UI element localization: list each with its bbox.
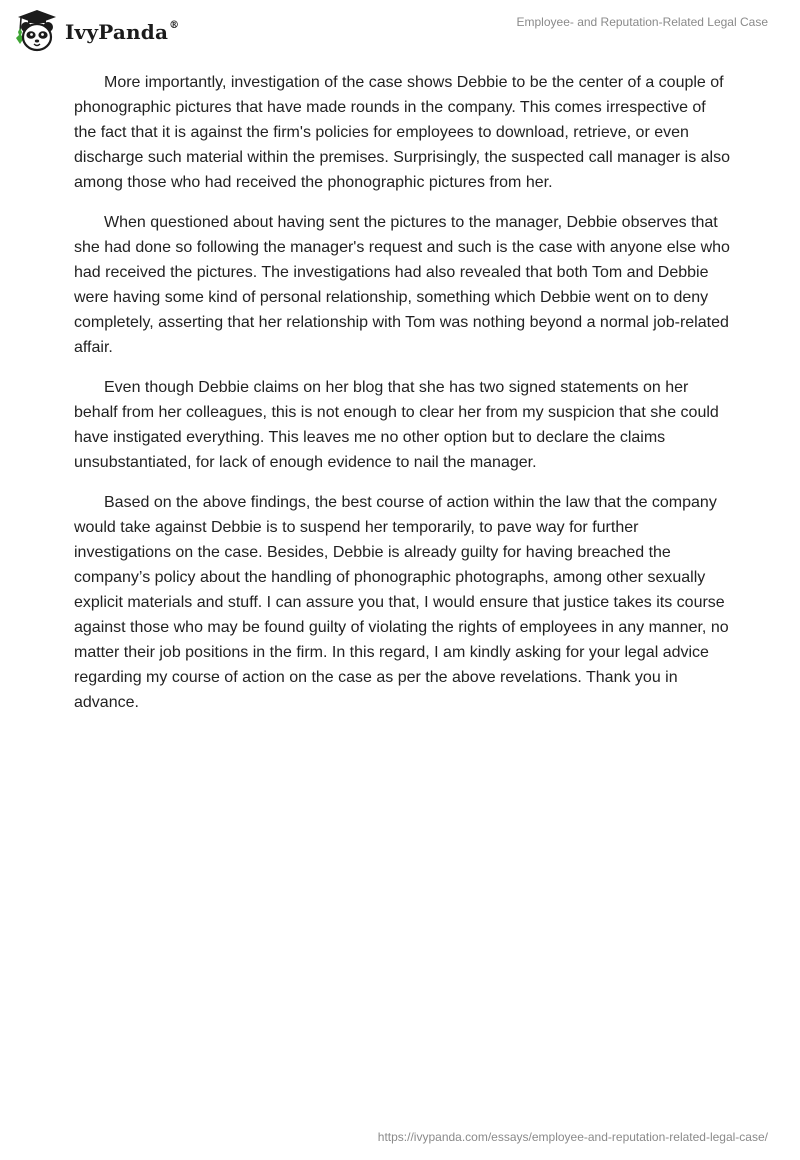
registered-mark: ® (169, 20, 180, 32)
paragraph: Even though Debbie claims on her blog that she has two signed statements on her behalf from her colleagues, this is not enough to clear her from my suspicion that she could have instigated everything. This leaves me no other option but to declare the claims unsubstantiated, for lack of enough evidence to nail the manager. (74, 379, 719, 471)
source-url[interactable]: https://ivypanda.com/essays/employee-and-reputation-related-legal-case/ (377, 1130, 768, 1144)
document-title: Employee- and Reputation-Related Legal Case (516, 15, 768, 29)
page-header (0, 0, 800, 60)
paragraph: Based on the above findings, the best course of action within the law that the company would take against Debbie is to suspend her temporarily, to pave way for further investigations on the case. Besides, Debbie is already guilty for having breached the company’s policy about the handling of phonographic photographs, among other sexually explicit materials and stuff. I can assure you that, I would ensure that justice takes its course against those who may be found guilty of violating the rights of employees in any manner, no matter their job positions in the firm. In this regard, I am kindly asking for your legal advice regarding my course of action on the case as per the above revelations. Thank you in advance. (74, 494, 729, 711)
panda-graduate-icon (14, 8, 60, 54)
logo-wordmark (65, 20, 179, 44)
paragraph: When questioned about having sent the pictures to the manager, Debbie observes that she had done so following the manager's request and such is the case with anyone else who had received the pictures. The investigations had also revealed that both Tom and Debbie were having some kind of personal relationship, something which Debbie went on to deny completely, asserting that her relationship with Tom was nothing beyond a normal job-related affair. (74, 214, 730, 356)
paragraph: More importantly, investigation of the case shows Debbie to be the center of a couple of phonographic pictures that have made rounds in the company. This comes irrespective of the fact that it is against the firm's policies for employees to download, retrieve, or even discharge such material within the premises. Surprisingly, the suspected call manager is also among those who had received the phonographic pictures from her. (74, 74, 731, 191)
essay-body (74, 70, 730, 730)
logo-brand-name: IvyPanda (65, 20, 169, 44)
ivypanda-logo[interactable] (14, 8, 179, 54)
